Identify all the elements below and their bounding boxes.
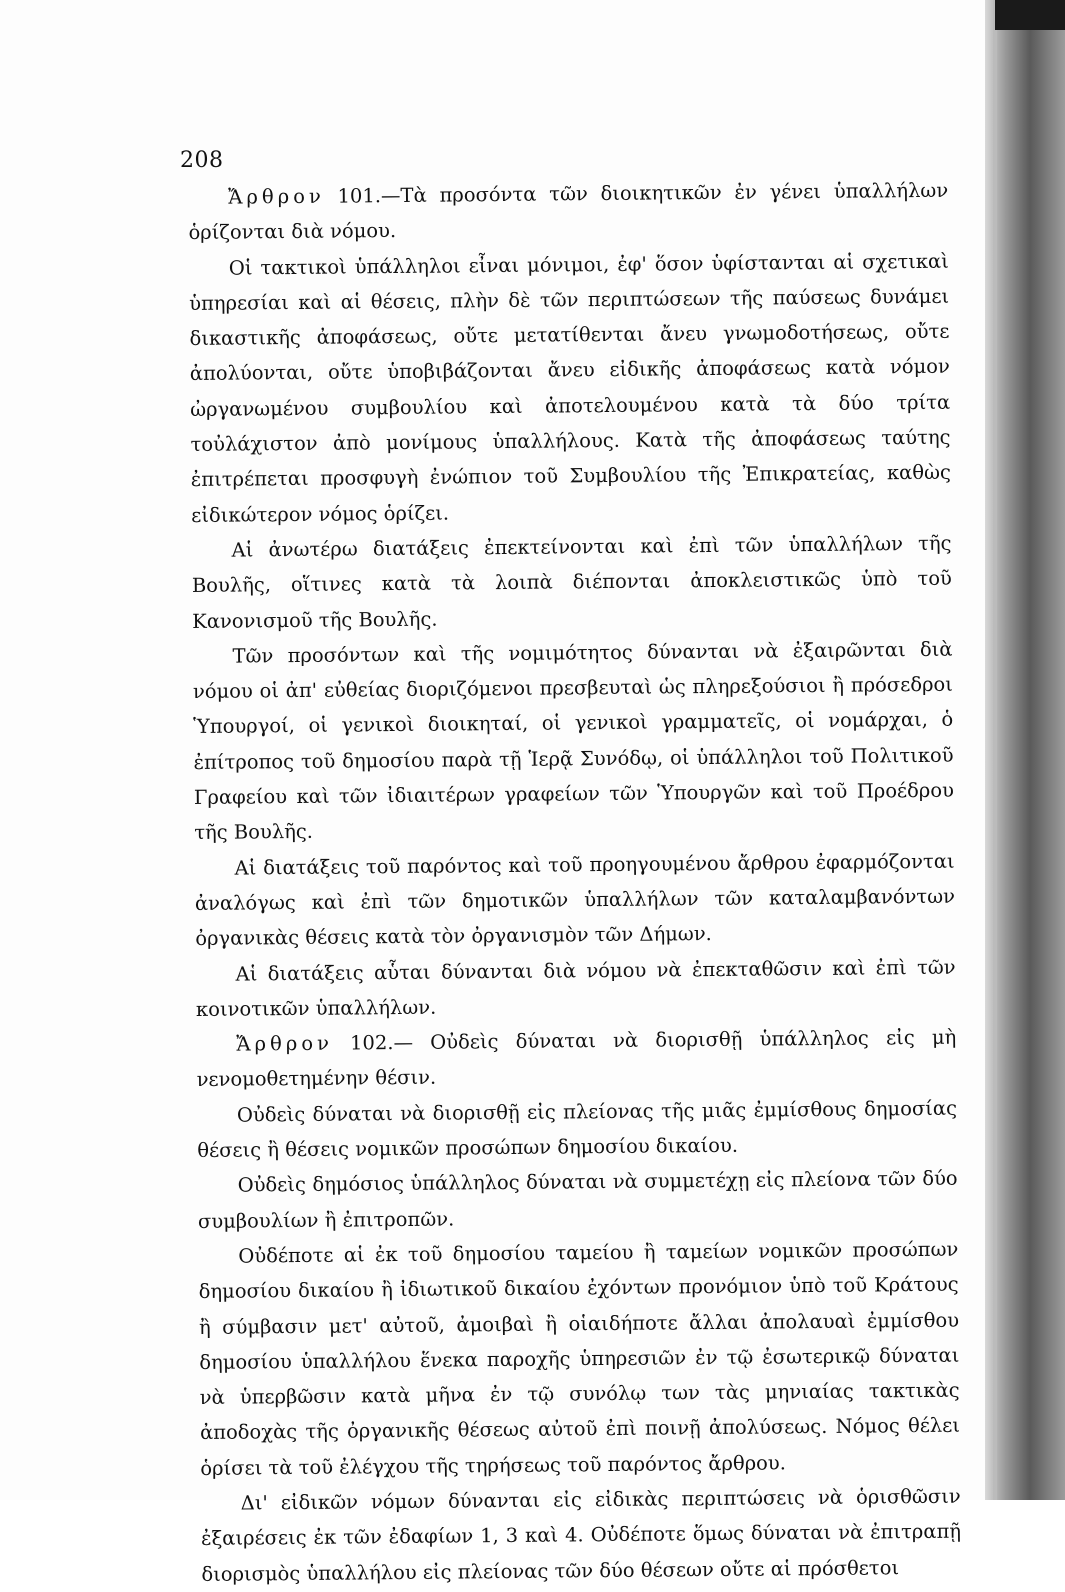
article-heading: Ἄρθρον: [228, 184, 325, 209]
paragraph: Δι' εἰδικῶν νόμων δύνανται εἰς εἰδικὰς περιπτώσεις νὰ ὁρισθῶσιν ἐξαιρέσεις ἐκ τῶν ἐδαφίων 1, 3 καὶ 4. Οὐδέποτε ὅμως δύναται νὰ ἐπιτραπῇ διορισμὸς ὑπαλλήλου εἰς πλείονας τῶν δύο θέσεων οὔτε αἱ πρόσθετοι: [200, 1484, 962, 1586]
body-text: [188, 173, 962, 1592]
article-heading: Ἄρθρον: [236, 1031, 333, 1056]
book-binding-edge: [985, 0, 1065, 1500]
paragraph: Οὐδέποτε αἱ ἐκ τοῦ δημοσίου ταμείου ἢ ταμείων νομικῶν προσώπων δημοσίου δικαίου ἢ ἰδιωτικοῦ δικαίου ἐχόντων προνόμιον ὑπὸ τοῦ Κράτους ἢ σύμβασιν μετ' αὐτοῦ, ἀμοιβαὶ ἢ οἱαιδήποτε ἄλλαι ἀπολαυαὶ ἐμμίσθου δημοσίου ὑπαλλήλου ἕνεκα παροχῆς ὑπηρεσιῶν ἐν τῷ ἐσωτερικῷ δύναται νὰ ὑπερβῶσιν κατὰ μῆνα ἐν τῷ συνόλῳ των τὰς μηνιαίας τακτικὰς ἀποδοχὰς τῆς ὀργανικῆς θέσεως αὐτοῦ ἐπὶ ποινῇ ἀπολύσεως. Νόμος θέλει ὁρίσει τὰ τοῦ ἐλέγχου τῆς τηρήσεως τοῦ παρόντος ἄρθρου.: [198, 1237, 961, 1480]
paragraph-article-101: Ἄρθρον 101.—Τὰ προσόντα τῶν διοικητικῶν ἐν γένει ὑπαλλήλων ὁρίζονται διὰ νόμου.: [188, 178, 949, 245]
page-number: 208: [180, 148, 224, 173]
paragraph: Οὐδεὶς δημόσιος ὑπάλληλος δύναται νὰ συμμετέχῃ εἰς πλείονα τῶν δύο συμβουλίων ἢ ἐπιτροπῶν.: [197, 1166, 958, 1233]
paragraph: Αἱ διατάξεις αὗται δύνανται διὰ νόμου νὰ ἐπεκταθῶσιν καὶ ἐπὶ τῶν κοινοτικῶν ὑπαλλήλων.: [195, 955, 956, 1021]
paragraph: Αἱ ἀνωτέρω διατάξεις ἐπεκτείνονται καὶ ἐπὶ τῶν ὑπαλλήλων τῆς Βουλῆς, οἵτινες κατὰ τὰ λοιπὰ διέπονται ἀποκλειστικῶς ὑπὸ τοῦ Κανονισμοῦ τῆς Βουλῆς.: [191, 531, 952, 633]
paragraph: Οὐδεὶς δύναται νὰ διορισθῇ εἰς πλείονας τῆς μιᾶς ἐμμίσθους δημοσίας θέσεις ἢ θέσεις νομικῶν προσώπων δημοσίου δικαίου.: [197, 1096, 958, 1162]
scan-edge-shadow: [995, 0, 1065, 30]
paragraph-article-102: Ἄρθρον 102.— Οὐδεὶς δύναται νὰ διορισθῇ ὑπάλληλος εἰς μὴ νενομοθετημένην θέσιν.: [196, 1025, 957, 1092]
paragraph: Οἱ τακτικοὶ ὑπάλληλοι εἶναι μόνιμοι, ἐφ' ὅσον ὑφίστανται αἱ σχετικαὶ ὑπηρεσίαι καὶ αἱ θέσεις, πλὴν δὲ τῶν περιπτώσεων τῆς παύσεως δυνάμει δικαστικῆς ἀποφάσεως, οὔτε μετατίθενται ἄνευ γνωμοδοτήσεως, οὔτε ἀπολύονται, οὔτε ὑποβιβάζονται ἄνευ εἰδικῆς ἀποφάσεως κατὰ νόμον ὠργανωμένου συμβουλίου καὶ ἀποτελουμένου κατὰ τὰ δύο τρίτα τοὐλάχιστον ἀπὸ μονίμους ὑπαλλήλους. Κατὰ τῆς ἀποφάσεως ταύτης ἐπιτρέπεται προσφυγὴ ἐνώπιον τοῦ Συμβουλίου τῆς Ἐπικρατείας, καθὼς εἰδικώτερον νόμος ὁρίζει.: [189, 249, 951, 527]
paragraph: Αἱ διατάξεις τοῦ παρόντος καὶ τοῦ προηγουμένου ἄρθρου ἐφαρμόζονται ἀναλόγως καὶ ἐπὶ τῶν δημοτικῶν ὑπαλλήλων τῶν καταλαμβανόντων ὀργανικὰς θέσεις κατὰ τὸν ὀργανισμὸν τῶν Δήμων.: [194, 849, 956, 951]
paragraph: Τῶν προσόντων καὶ τῆς νομιμότητος δύνανται νὰ ἐξαιρῶνται διὰ νόμου οἱ ἀπ' εὐθείας διοριζόμενοι πρεσβευταὶ ὡς πληρεξούσιοι ἢ πρόσεδροι Ὑπουργοί, οἱ γενικοὶ διοικηταί, οἱ γενικοὶ γραμματεῖς, οἱ νομάρχαι, ὁ ἐπίτροπος τοῦ δημοσίου παρὰ τῇ Ἱερᾷ Συνόδῳ, οἱ ὑπάλληλοι τοῦ Πολιτικοῦ Γραφείου καὶ τῶν ἰδιαιτέρων γραφείων τῶν Ὑπουργῶν καὶ τοῦ Προέδρου τῆς Βουλῆς.: [192, 637, 955, 845]
